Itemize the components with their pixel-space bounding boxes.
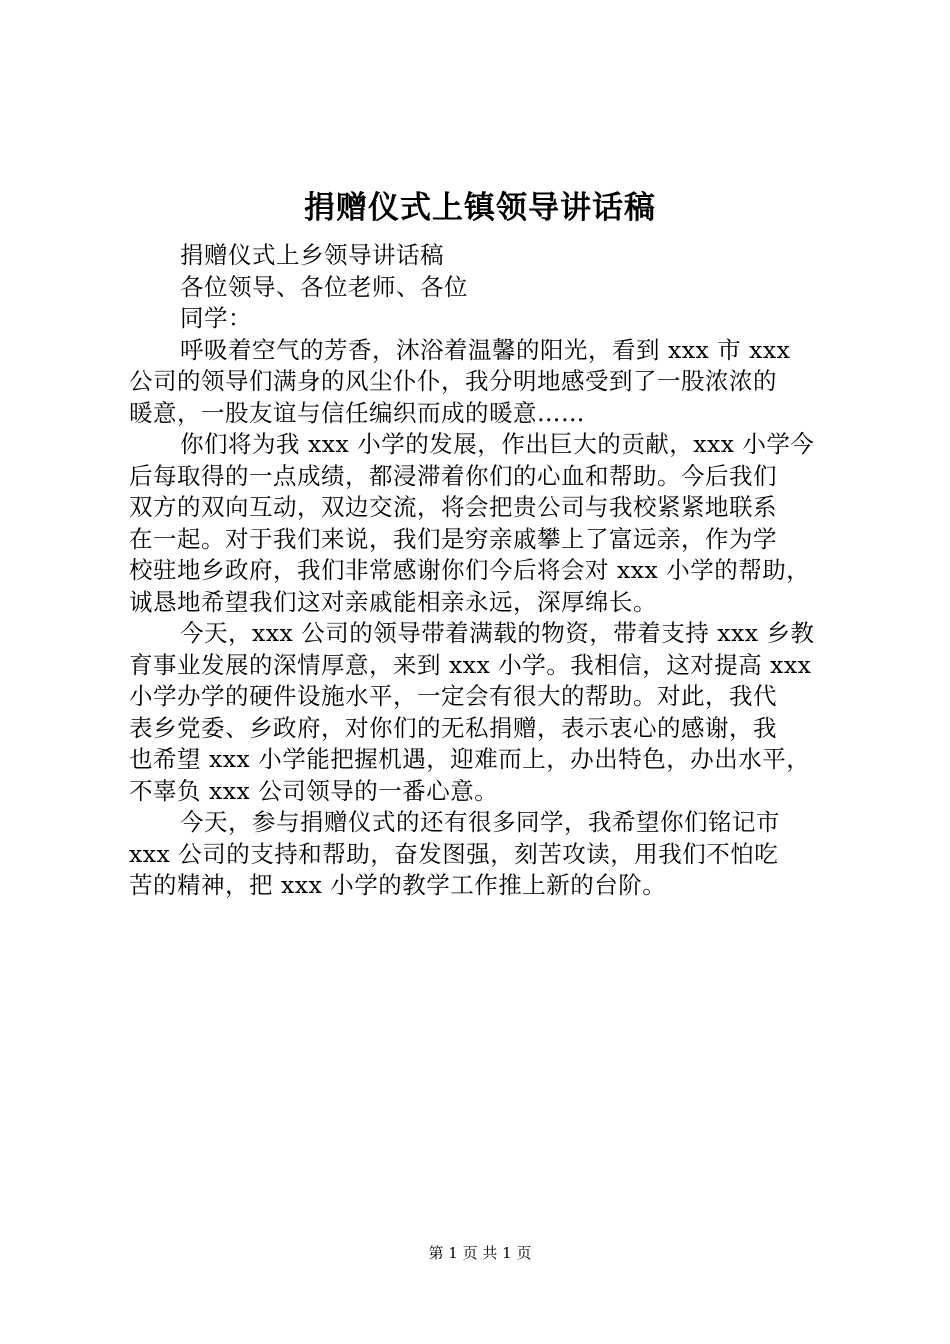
body-line: 也希望 xxx 小学能把握机遇，迎难而上，办出特色，办出水平，	[129, 745, 811, 773]
body-line: 不辜负 xxx 公司领导的一番心意。	[129, 776, 499, 805]
body-line: 校驻地乡政府，我们非常感谢你们今后将会对 xxx 小学的帮助，	[129, 556, 811, 584]
body-line: 在一起。对于我们来说，我们是穷亲戚攀上了富远亲，作为学	[129, 524, 777, 553]
body-line: 育事业发展的深情厚意，来到 xxx 小学。我相信，这对提高 xxx	[129, 650, 812, 679]
document-body	[129, 240, 854, 902]
body-line: xxx 公司的支持和帮助，奋发图强，刻苦攻读，用我们不怕吃	[129, 839, 779, 868]
body-line: 苦的精神，把 xxx 小学的教学工作推上新的台阶。	[129, 871, 667, 899]
body-line: 呼吸着空气的芳香，沐浴着温馨的阳光，看到 xxx 市 xxx	[180, 335, 791, 364]
body-line: 后每取得的一点成绩，都浸滞着你们的心血和帮助。今后我们	[129, 461, 777, 490]
body-line: 小学办学的硬件设施水平，一定会有很大的帮助。对此，我代	[129, 682, 777, 710]
body-line: 同学：	[180, 304, 252, 332]
body-line: 你们将为我 xxx 小学的发展，作出巨大的贡献，xxx 小学今	[180, 430, 815, 458]
document-title: 捐赠仪式上镇领导讲话稿	[304, 190, 656, 226]
body-line: 双方的双向互动，双边交流，将会把贵公司与我校紧紧地联系	[129, 493, 777, 521]
body-line: 诚恳地希望我们这对亲戚能相亲永远，深厚绵长。	[129, 587, 657, 616]
body-line: 捐赠仪式上乡领导讲话稿	[180, 241, 444, 269]
body-line: 表乡党委、乡政府，对你们的无私捐赠，表示衷心的感谢，我	[129, 713, 777, 742]
body-line: 今天，xxx 公司的领导带着满载的物资，带着支持 xxx 乡教	[180, 619, 815, 647]
body-line: 各位领导、各位老师、各位	[180, 272, 468, 301]
body-line: 今天，参与捐赠仪式的还有很多同学，我希望你们铭记市	[180, 808, 780, 836]
body-line: 公司的领导们满身的风尘仆仆，我分明地感受到了一股浓浓的	[129, 367, 777, 395]
page-footer: 第 1 页 共 1 页	[428, 1244, 532, 1262]
body-line: 暖意，一股友谊与信任编织而成的暖意……	[129, 398, 585, 427]
